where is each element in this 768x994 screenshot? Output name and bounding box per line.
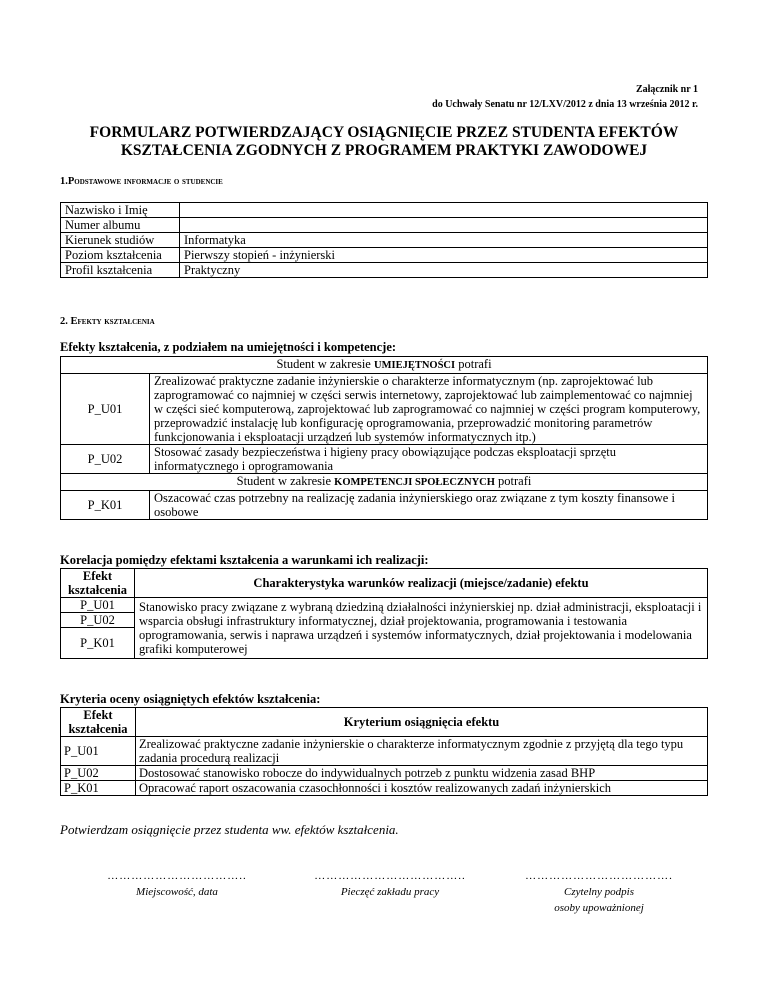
signature-caption-line2: osoby upoważnionej: [554, 902, 644, 914]
table-row: [61, 491, 708, 520]
field-of-study-value: Informatyka: [180, 233, 708, 248]
table-row: [61, 766, 708, 781]
annex-number: Załącznik nr 1: [635, 84, 698, 95]
effect-description: Stosować zasady bezpieczeństwa i higieny pracy obowiązujące podczas eksploatacji sprzętu informatycznego i oprogramowania: [150, 445, 708, 474]
annex-resolution: do Uchwały Senatu nr 12/LXV/2012 z dnia 13 września 2012 r.: [432, 99, 698, 110]
criteria-table: [60, 707, 708, 796]
album-number-field[interactable]: [180, 218, 708, 233]
criteria-code: P_U01: [61, 737, 136, 766]
section1-heading: 1.Podstawowe informacje o studencie: [60, 176, 223, 187]
table-row: [61, 737, 708, 766]
skills-header: [61, 357, 708, 374]
criteria-description: Opracować raport oszacowania czasochłonności i kosztów realizowanych zadań inżynierskich: [136, 781, 708, 796]
table-row: [61, 374, 708, 445]
album-number-label: Numer albumu: [61, 218, 180, 233]
effect-code: P_U01: [61, 374, 150, 445]
signature-caption: Pieczęć zakładu pracy: [340, 886, 440, 898]
correlation-heading: Korelacja pomiędzy efektami kształcenia a warunkami ich realizacji:: [60, 553, 429, 567]
table-row: [61, 445, 708, 474]
correlation-col1-header: Efekt kształcenia: [61, 569, 135, 598]
skills-header-emphasis: UMIEJĘTNOŚCI: [373, 360, 456, 371]
signature-caption: Miejscowość, data: [136, 886, 218, 898]
signature-place-date[interactable]: [82, 868, 272, 900]
section2-heading: 2. Efekty kształcenia: [60, 316, 155, 327]
form-title-line2: KSZTAŁCENIA ZGODNYCH Z PROGRAMEM PRAKTYKI ZAWODOWEJ: [120, 142, 648, 159]
table-row: [61, 708, 708, 737]
table-row: [61, 474, 708, 491]
correlation-col2-header: Charakterystyka warunków realizacji (miejsce/zadanie) efektu: [135, 569, 708, 598]
competences-header: [61, 474, 708, 491]
annex-note: [432, 82, 698, 112]
correlation-table: [60, 568, 708, 659]
signature-line: ……………………………..: [107, 870, 247, 882]
effect-description: Zrealizować praktyczne zadanie inżynierskie o charakterze informatycznym (np. zaprojektować lub zaprogramować co najmniej w części serwis internetowy, zaprojektować lub zaimplementować co najmniej w części sieć komputerową, zaprojektować lub zaprogramować co najmniej w części program komputerowy, przeprowadzić instalację lub konfigurację oprogramowania, przeprowadzić monitoring parametrów funkcjonowania i eksploatacji urządzeń lub systemów informatycznych itp.): [150, 374, 708, 445]
table-row: [61, 203, 708, 218]
effect-description: Oszacować czas potrzebny na realizację zadania inżynierskiego oraz związane z tym koszty finansowe i osobowe: [150, 491, 708, 520]
correlation-code: P_K01: [61, 628, 135, 659]
student-name-label: Nazwisko i Imię: [61, 203, 180, 218]
confirmation-statement: Potwierdzam osiągnięcie przez studenta ww. efektów kształcenia.: [60, 822, 399, 837]
table-row: [61, 598, 708, 613]
criteria-col2-header: Kryterium osiągnięcia efektu: [136, 708, 708, 737]
education-profile-value: Praktyczny: [180, 263, 708, 278]
effect-code: P_U02: [61, 445, 150, 474]
criteria-code: P_U02: [61, 766, 136, 781]
table-row: [61, 569, 708, 598]
signature-company-stamp[interactable]: [290, 868, 490, 900]
table-row: [61, 263, 708, 278]
table-row: [61, 248, 708, 263]
criteria-heading: Kryteria oceny osiągniętych efektów kształcenia:: [60, 692, 321, 706]
table-row: [61, 781, 708, 796]
education-profile-label: Profil kształcenia: [61, 263, 180, 278]
correlation-code: P_U01: [61, 598, 135, 613]
effect-code: P_K01: [61, 491, 150, 520]
table-row: [61, 357, 708, 374]
student-name-field[interactable]: [180, 203, 708, 218]
competences-header-prefix: Student w zakresie: [236, 474, 335, 488]
competences-header-suffix: potrafi: [494, 474, 532, 488]
signature-authorized-person[interactable]: [498, 868, 700, 916]
education-level-label: Poziom kształcenia: [61, 248, 180, 263]
effects-heading: Efekty kształcenia, z podziałem na umiejętności i kompetencje:: [60, 340, 397, 354]
correlation-code: P_U02: [61, 613, 135, 628]
skills-header-prefix: Student w zakresie: [276, 357, 374, 371]
criteria-description: Dostosować stanowisko robocze do indywidualnych potrzeb z punktu widzenia zasad BHP: [136, 766, 708, 781]
signature-line: ………………………………..: [314, 870, 466, 882]
skills-header-suffix: potrafi: [455, 357, 492, 371]
form-title: [0, 124, 768, 160]
correlation-description: Stanowisko pracy związane z wybraną dziedziną działalności inżynierskiej np. dział administracji, eksploatacji i wsparcia obsługi infrastruktury informatycznej, dział projektowania, programowania i testowania oprogramowania, serwis i naprawa urządzeń i systemów informatycznych, dział projektowania i modelowania grafiki komputerowej: [135, 598, 708, 659]
signature-line: ……………………………….: [525, 870, 673, 882]
competences-header-emphasis: KOMPETENCJI SPOŁECZNYCH: [334, 477, 495, 488]
effects-table: [60, 356, 708, 520]
table-row: [61, 218, 708, 233]
table-row: [61, 233, 708, 248]
criteria-code: P_K01: [61, 781, 136, 796]
criteria-description: Zrealizować praktyczne zadanie inżynierskie o charakterze informatycznym zgodnie z przyjętą dla tego typu zadania procedurą realizacji: [136, 737, 708, 766]
criteria-col1-header: Efekt kształcenia: [61, 708, 136, 737]
student-info-table: [60, 202, 708, 278]
form-title-line1: FORMULARZ POTWIERDZAJĄCY OSIĄGNIĘCIE PRZEZ STUDENTA EFEKTÓW: [89, 124, 679, 141]
education-level-value: Pierwszy stopień - inżynierski: [180, 248, 708, 263]
field-of-study-label: Kierunek studiów: [61, 233, 180, 248]
signature-caption: Czytelny podpis: [564, 886, 634, 898]
